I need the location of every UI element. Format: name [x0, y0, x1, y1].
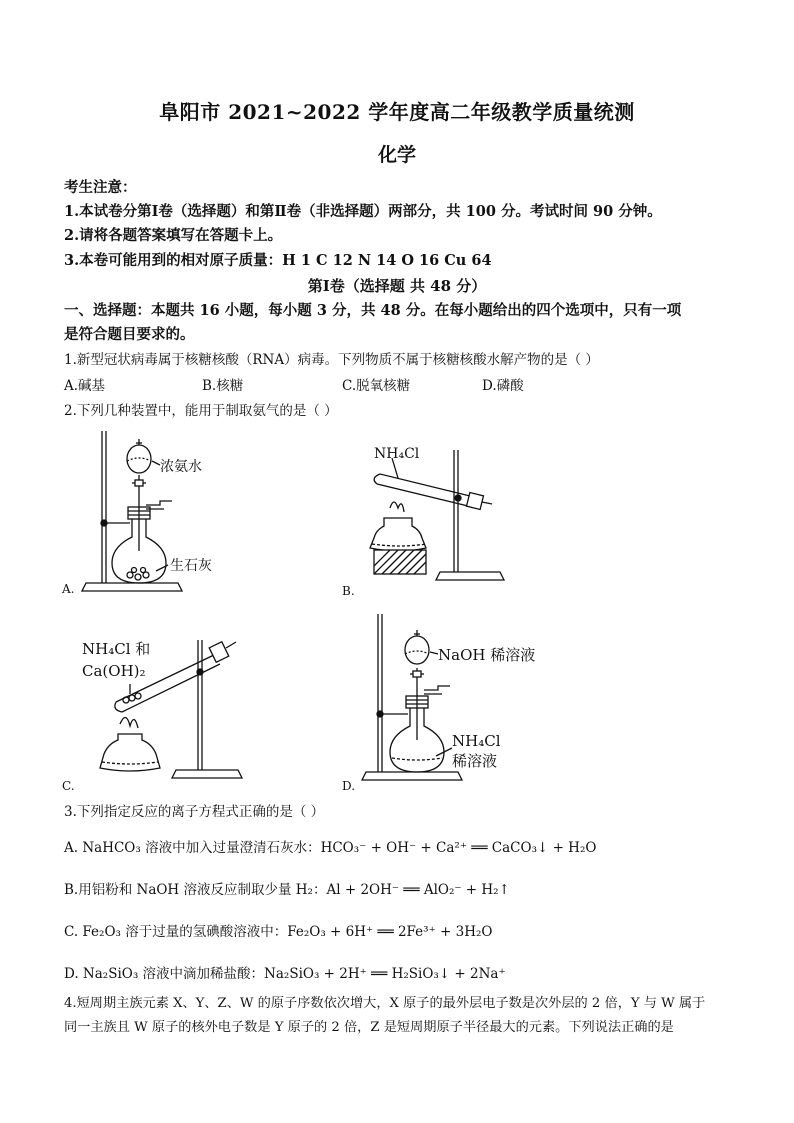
q3-option-b	[64, 878, 510, 898]
q4-line-1: 4.短周期主族元素 X、Y、Z、W 的原子序数依次增大，X 原子的最外层电子数是次外层的 2 倍，Y 与 W 属于	[64, 996, 706, 1011]
q2-figure-d-label-bottom-1: NH₄Cl	[452, 732, 501, 750]
notice-heading: 考生注意：	[64, 179, 137, 196]
q2-figure-d	[340, 612, 570, 797]
exam-subject: 化学	[377, 144, 416, 166]
q3-stem: 3.下列指定反应的离子方程式正确的是（ ）	[64, 804, 325, 820]
section-1-instruction-line-2: 是符合题目要求的。	[64, 326, 195, 343]
q2-figure-b-letter: B.	[342, 584, 355, 598]
q1-option-d: D.磷酸	[482, 378, 524, 394]
q3-option-b-equation: Al + 2OH⁻ ══ AlO₂⁻ + H₂↑	[326, 882, 510, 898]
q3-option-c-prefix: C. Fe₂O₃ 溶于过量的氢碘酸溶液中：	[64, 924, 288, 940]
q2-stem: 2.下列几种装置中，能用于制取氨气的是（ ）	[64, 403, 338, 419]
exam-title: 阜阳市 2021~2022 学年度高二年级教学质量统测	[159, 100, 635, 124]
q3-option-a-prefix: A. NaHCO₃ 溶液中加入过量澄清石灰水：	[64, 840, 321, 856]
section-1-title: 第Ⅰ卷（选择题 共 48 分）	[307, 277, 487, 295]
q1-stem: 1.新型冠状病毒属于核糖核酸（RNA）病毒。下列物质不属于核糖核酸水解产物的是（ ）	[64, 352, 599, 368]
q2-figure-c-letter: C.	[62, 779, 75, 793]
q3-option-c	[64, 920, 492, 940]
q3-option-d-equation: Na₂SiO₃ + 2H⁺ ══ H₂SiO₃↓ + 2Na⁺	[264, 966, 506, 982]
q3-option-d-prefix: D. Na₂SiO₃ 溶液中滴加稀盐酸：	[64, 966, 265, 982]
q2-figure-b	[340, 430, 540, 600]
q2-figure-d-label-top: NaOH 稀溶液	[438, 646, 536, 664]
q3-option-c-equation: Fe₂O₃ + 6H⁺ ══ 2Fe³⁺ + 3H₂O	[287, 924, 493, 940]
q2-figure-c	[60, 630, 280, 795]
q1-option-a: A.碱基	[64, 378, 106, 394]
q3-option-a-equation: HCO₃⁻ + OH⁻ + Ca²⁺ ══ CaCO₃↓ + H₂O	[320, 840, 597, 856]
q2-figure-c-label-line-2: Ca(OH)₂	[82, 662, 146, 680]
q3-option-b-prefix: B.用铝粉和 NaOH 溶液反应制取少量 H₂：	[64, 882, 327, 898]
q4-line-2: 同一主族且 W 原子的核外电子数是 Y 原子的 2 倍，Z 是短周期原子半径最大的元素。下列说法正确的是	[64, 1020, 674, 1035]
q2-figure-a	[60, 425, 260, 600]
q2-figure-a-letter: A.	[62, 582, 75, 596]
q2-figure-d-label-bottom-2: 稀溶液	[452, 752, 498, 770]
q2-figure-d-letter: D.	[342, 779, 356, 793]
q2-figure-a-label-top: 浓氨水	[160, 459, 202, 475]
notice-item-2: 2.请将各题答案填写在答题卡上。	[64, 227, 283, 244]
q2-figure-c-label-line-1: NH₄Cl 和	[82, 640, 151, 658]
q3-option-a	[64, 836, 596, 856]
q2-figure-b-label-top: NH₄Cl	[374, 446, 420, 462]
section-1-instruction-line-1: 一、选择题：本题共 16 小题，每小题 3 分，共 48 分。在每小题给出的四个选项中，只有一项	[64, 302, 682, 319]
q1-option-b: B.核糖	[202, 378, 244, 394]
q2-figure-a-label-bottom: 生石灰	[170, 558, 212, 574]
q1-option-c: C.脱氧核糖	[342, 378, 411, 394]
q3-option-d	[64, 962, 506, 982]
notice-item-1: 1.本试卷分第Ⅰ卷（选择题）和第Ⅱ卷（非选择题）两部分，共 100 分。考试时间 90 分钟。	[64, 203, 662, 220]
notice-item-3: 3.本卷可能用到的相对原子质量：H 1 C 12 N 14 O 16 Cu 64	[64, 252, 492, 269]
